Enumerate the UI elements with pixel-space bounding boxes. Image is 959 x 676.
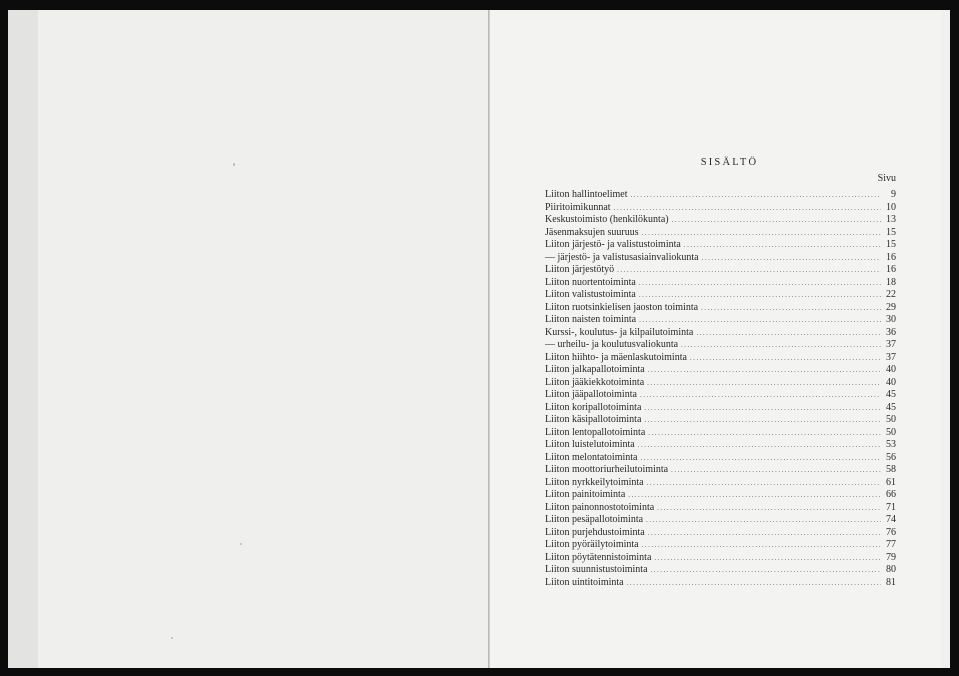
- toc-dot-leader: [648, 527, 881, 540]
- paper-speck: [233, 163, 235, 166]
- toc-entry-page: 74: [886, 514, 896, 525]
- toc-entry-label: Liiton lentopallotoiminta: [545, 426, 646, 438]
- toc-dot-leader: [696, 327, 881, 340]
- toc-entry-page: 16: [886, 264, 896, 275]
- toc-dot-leader: [701, 302, 881, 315]
- toc-entry-page: 18: [886, 276, 896, 288]
- table-of-contents: [545, 156, 896, 589]
- toc-entry[interactable]: [545, 514, 896, 527]
- toc-entry[interactable]: [545, 314, 896, 327]
- toc-entry[interactable]: [545, 339, 896, 352]
- toc-entry-label: Keskustoimisto (henkilökunta): [545, 214, 669, 225]
- toc-list: [545, 189, 896, 589]
- toc-entry-page: 37: [886, 351, 896, 363]
- toc-entry[interactable]: [545, 389, 896, 402]
- toc-entry-page: 61: [886, 476, 896, 488]
- toc-entry[interactable]: [545, 539, 896, 552]
- toc-entry[interactable]: [545, 302, 896, 315]
- toc-entry[interactable]: [545, 452, 896, 465]
- toc-entry-label: Liiton jääpallotoiminta: [545, 389, 637, 400]
- toc-entry-label: Liiton nuortentoiminta: [545, 276, 636, 288]
- toc-entry-label: Kurssi-, koulutus- ja kilpailutoiminta: [545, 326, 694, 338]
- toc-dot-leader: [646, 514, 881, 527]
- toc-entry-page: 15: [886, 226, 896, 238]
- toc-entry-page: 56: [886, 451, 896, 463]
- toc-dot-leader: [644, 414, 881, 427]
- toc-entry[interactable]: [545, 252, 896, 265]
- toc-entry-label: Liiton jääkiekkotoiminta: [545, 376, 645, 388]
- toc-entry[interactable]: [545, 464, 896, 477]
- toc-entry-label: Liiton koripallotoiminta: [545, 401, 642, 413]
- toc-entry[interactable]: [545, 564, 896, 577]
- toc-entry-label: Liiton järjestö- ja valistustoiminta: [545, 239, 681, 250]
- toc-entry-label: Liiton luistelutoiminta: [545, 439, 635, 450]
- toc-dot-leader: [702, 252, 881, 265]
- toc-dot-leader: [641, 452, 882, 465]
- toc-entry-page: 15: [886, 239, 896, 250]
- toc-entry-page: 22: [886, 289, 896, 300]
- toc-dot-leader: [672, 214, 881, 227]
- page-column-header: Sivu: [877, 173, 896, 184]
- toc-entry-label: — urheilu- ja koulutusvaliokunta: [545, 339, 679, 350]
- toc-dot-leader: [639, 289, 881, 302]
- book-spread: [8, 10, 950, 668]
- toc-entry-label: Liiton painonnostotoiminta: [545, 501, 655, 513]
- toc-entry[interactable]: [545, 552, 896, 565]
- toc-entry-page: 36: [886, 326, 896, 338]
- toc-entry-page: 9: [891, 189, 896, 200]
- toc-entry-label: Liiton uintitoiminta: [545, 576, 624, 588]
- left-page-edge: [8, 10, 38, 668]
- toc-entry[interactable]: [545, 489, 896, 502]
- toc-entry-label: Jäsenmaksujen suuruus: [545, 226, 639, 238]
- toc-entry-page: 79: [886, 551, 896, 563]
- toc-dot-leader: [690, 352, 881, 365]
- toc-dot-leader: [639, 277, 881, 290]
- toc-entry-page: 10: [886, 201, 896, 213]
- toc-entry-label: Liiton hallintoelimet: [545, 189, 628, 200]
- toc-entry[interactable]: [545, 427, 896, 440]
- toc-entry-label: Piiritoimikunnat: [545, 201, 611, 213]
- toc-entry-label: Liiton järjestötyö: [545, 264, 615, 275]
- toc-entry-label: Liiton pöytätennistoiminta: [545, 551, 652, 563]
- toc-entry-label: Liiton suunnistustoiminta: [545, 564, 648, 575]
- toc-dot-leader: [614, 202, 881, 215]
- toc-dot-leader: [638, 439, 881, 452]
- toc-dot-leader: [654, 552, 881, 565]
- toc-entry-label: — järjestö- ja valistusasiainvaliokunta: [545, 251, 699, 263]
- toc-entry[interactable]: [545, 264, 896, 277]
- toc-entry[interactable]: [545, 439, 896, 452]
- toc-entry-page: 53: [886, 439, 896, 450]
- toc-entry-page: 58: [886, 464, 896, 475]
- paper-speck: [171, 637, 173, 639]
- toc-entry[interactable]: [545, 364, 896, 377]
- toc-dot-leader: [647, 377, 881, 390]
- toc-dot-leader: [651, 564, 881, 577]
- toc-entry-label: Liiton valistustoiminta: [545, 289, 636, 300]
- toc-entry-page: 45: [886, 389, 896, 400]
- toc-entry-page: 29: [886, 301, 896, 313]
- toc-dot-leader: [684, 239, 881, 252]
- toc-entry[interactable]: [545, 239, 896, 252]
- toc-entry-page: 50: [886, 414, 896, 425]
- toc-dot-leader: [671, 464, 881, 477]
- toc-entry-label: Liiton moottoriurheilutoiminta: [545, 464, 669, 475]
- toc-entry-label: Liiton naisten toiminta: [545, 314, 637, 325]
- toc-dot-leader: [640, 389, 881, 402]
- toc-entry-page: 37: [886, 339, 896, 350]
- toc-entry-page: 66: [886, 489, 896, 500]
- toc-entry-page: 77: [886, 539, 896, 550]
- toc-entry[interactable]: [545, 202, 896, 215]
- toc-dot-leader: [628, 489, 881, 502]
- toc-title: SISÄLTÖ: [700, 157, 759, 168]
- toc-entry[interactable]: [545, 502, 896, 515]
- toc-entry[interactable]: [545, 189, 896, 202]
- toc-entry-label: Liiton melontatoiminta: [545, 451, 638, 463]
- toc-entry-page: 40: [886, 376, 896, 388]
- toc-entry-page: 80: [886, 564, 896, 575]
- toc-dot-leader: [617, 264, 881, 277]
- left-page: [8, 10, 489, 668]
- toc-dot-leader: [648, 364, 881, 377]
- toc-dot-leader: [648, 427, 881, 440]
- toc-entry-label: Liiton nyrkkeilytoiminta: [545, 476, 644, 488]
- toc-entry-page: 81: [886, 576, 896, 588]
- toc-dot-leader: [639, 314, 881, 327]
- toc-entry-page: 30: [886, 314, 896, 325]
- toc-entry-label: Liiton jalkapallotoiminta: [545, 364, 645, 375]
- toc-entry[interactable]: [545, 377, 896, 390]
- toc-dot-leader: [644, 402, 881, 415]
- toc-entry-page: 71: [886, 501, 896, 513]
- toc-entry[interactable]: [545, 402, 896, 415]
- toc-entry[interactable]: [545, 227, 896, 240]
- toc-dot-leader: [642, 227, 881, 240]
- toc-entry-label: Liiton painitoiminta: [545, 489, 626, 500]
- toc-entry-page: 76: [886, 526, 896, 538]
- toc-entry[interactable]: [545, 477, 896, 490]
- toc-entry-page: 16: [886, 251, 896, 263]
- toc-entry-label: Liiton hiihto- ja mäenlaskutoiminta: [545, 351, 687, 363]
- toc-entry-label: Liiton käsipallotoiminta: [545, 414, 642, 425]
- toc-entry-page: 13: [886, 214, 896, 225]
- toc-entry-page: 40: [886, 364, 896, 375]
- toc-entry[interactable]: [545, 277, 896, 290]
- right-page: [489, 10, 941, 668]
- paper-speck: [240, 543, 242, 545]
- toc-entry-label: Liiton ruotsinkielisen jaoston toiminta: [545, 301, 699, 313]
- toc-dot-leader: [657, 502, 881, 515]
- toc-dot-leader: [642, 539, 881, 552]
- toc-entry[interactable]: [545, 352, 896, 365]
- toc-dot-leader: [647, 477, 881, 490]
- toc-entry[interactable]: [545, 527, 896, 540]
- toc-entry[interactable]: [545, 214, 896, 227]
- toc-entry-page: 45: [886, 401, 896, 413]
- toc-entry-label: Liiton pesäpallotoiminta: [545, 514, 644, 525]
- toc-entry[interactable]: [545, 289, 896, 302]
- toc-entry[interactable]: [545, 327, 896, 340]
- toc-entry-label: Liiton pyöräilytoiminta: [545, 539, 639, 550]
- toc-dot-leader: [681, 339, 881, 352]
- toc-entry-label: Liiton purjehdustoiminta: [545, 526, 645, 538]
- toc-entry[interactable]: [545, 414, 896, 427]
- toc-entry[interactable]: [545, 577, 896, 590]
- toc-dot-leader: [627, 577, 881, 590]
- toc-entry-page: 50: [886, 426, 896, 438]
- toc-dot-leader: [631, 189, 882, 202]
